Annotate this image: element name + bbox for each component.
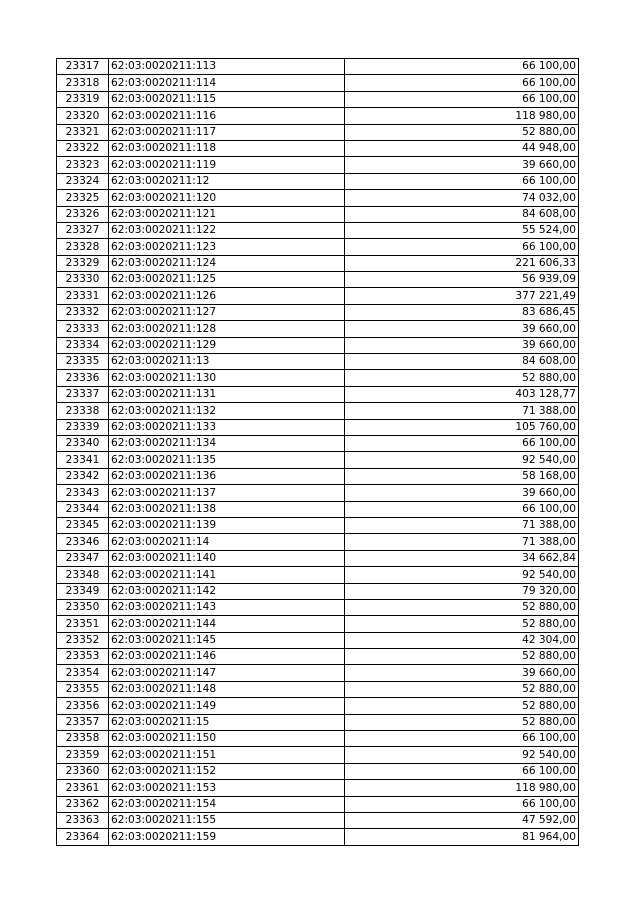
cadastral-number-cell: 62:03:0020211:12 [109, 173, 345, 189]
table-row [57, 796, 579, 812]
row-number-cell: 23326 [57, 206, 109, 222]
table-row [57, 435, 579, 451]
cadastral-value-cell: 403 128,77 [345, 386, 579, 402]
table-row [57, 763, 579, 779]
cadastral-value-cell: 39 660,00 [345, 485, 579, 501]
cadastral-number-cell: 62:03:0020211:137 [109, 485, 345, 501]
row-number-cell: 23345 [57, 517, 109, 533]
row-number-cell: 23320 [57, 108, 109, 124]
table-row [57, 206, 579, 222]
cadastral-value-cell: 66 100,00 [345, 796, 579, 812]
table-row [57, 632, 579, 648]
cadastral-value-cell: 52 880,00 [345, 370, 579, 386]
cadastral-value-cell: 74 032,00 [345, 190, 579, 206]
cadastral-value-cell: 71 388,00 [345, 403, 579, 419]
cadastral-number-cell: 62:03:0020211:155 [109, 812, 345, 828]
table-row [57, 108, 579, 124]
row-number-cell: 23324 [57, 173, 109, 189]
cadastral-value-cell: 66 100,00 [345, 501, 579, 517]
cadastral-number-cell: 62:03:0020211:15 [109, 714, 345, 730]
cadastral-number-cell: 62:03:0020211:144 [109, 616, 345, 632]
table-row [57, 567, 579, 583]
cadastral-number-cell: 62:03:0020211:141 [109, 567, 345, 583]
cadastral-number-cell: 62:03:0020211:132 [109, 403, 345, 419]
row-number-cell: 23351 [57, 616, 109, 632]
table-row [57, 91, 579, 107]
table-row [57, 681, 579, 697]
table-row [57, 239, 579, 255]
table-row [57, 534, 579, 550]
cadastral-value-cell: 66 100,00 [345, 91, 579, 107]
table-row [57, 403, 579, 419]
cadastral-number-cell: 62:03:0020211:114 [109, 75, 345, 91]
cadastral-value-cell: 66 100,00 [345, 173, 579, 189]
row-number-cell: 23333 [57, 321, 109, 337]
table-row [57, 550, 579, 566]
cadastral-value-cell: 39 660,00 [345, 665, 579, 681]
cadastral-number-cell: 62:03:0020211:130 [109, 370, 345, 386]
table-row [57, 157, 579, 173]
table-row [57, 698, 579, 714]
cadastral-value-cell: 52 880,00 [345, 616, 579, 632]
row-number-cell: 23356 [57, 698, 109, 714]
cadastral-number-cell: 62:03:0020211:143 [109, 599, 345, 615]
cadastral-number-cell: 62:03:0020211:14 [109, 534, 345, 550]
row-number-cell: 23353 [57, 649, 109, 665]
table-row [57, 599, 579, 615]
row-number-cell: 23337 [57, 386, 109, 402]
row-number-cell: 23344 [57, 501, 109, 517]
table-row [57, 419, 579, 435]
cadastral-number-cell: 62:03:0020211:138 [109, 501, 345, 517]
table-row [57, 649, 579, 665]
row-number-cell: 23323 [57, 157, 109, 173]
row-number-cell: 23361 [57, 780, 109, 796]
cadastral-value-cell: 55 524,00 [345, 222, 579, 238]
row-number-cell: 23335 [57, 354, 109, 370]
table-row [57, 370, 579, 386]
cadastral-value-cell: 83 686,45 [345, 304, 579, 320]
cadastral-number-cell: 62:03:0020211:140 [109, 550, 345, 566]
cadastral-number-cell: 62:03:0020211:150 [109, 731, 345, 747]
cadastral-number-cell: 62:03:0020211:148 [109, 681, 345, 697]
row-number-cell: 23325 [57, 190, 109, 206]
row-number-cell: 23360 [57, 763, 109, 779]
row-number-cell: 23321 [57, 124, 109, 140]
cadastral-value-cell: 92 540,00 [345, 452, 579, 468]
cadastral-number-cell: 62:03:0020211:115 [109, 91, 345, 107]
table-row [57, 731, 579, 747]
row-number-cell: 23318 [57, 75, 109, 91]
cadastral-value-table [56, 58, 579, 846]
cadastral-value-cell: 52 880,00 [345, 599, 579, 615]
cadastral-number-cell: 62:03:0020211:149 [109, 698, 345, 714]
table-row [57, 665, 579, 681]
cadastral-number-cell: 62:03:0020211:128 [109, 321, 345, 337]
row-number-cell: 23362 [57, 796, 109, 812]
row-number-cell: 23334 [57, 337, 109, 353]
row-number-cell: 23343 [57, 485, 109, 501]
table-row [57, 501, 579, 517]
row-number-cell: 23352 [57, 632, 109, 648]
cadastral-value-cell: 81 964,00 [345, 829, 579, 845]
row-number-cell: 23322 [57, 140, 109, 156]
row-number-cell: 23347 [57, 550, 109, 566]
cadastral-number-cell: 62:03:0020211:146 [109, 649, 345, 665]
cadastral-number-cell: 62:03:0020211:116 [109, 108, 345, 124]
table-row [57, 747, 579, 763]
row-number-cell: 23341 [57, 452, 109, 468]
cadastral-number-cell: 62:03:0020211:117 [109, 124, 345, 140]
cadastral-value-cell: 58 168,00 [345, 468, 579, 484]
row-number-cell: 23328 [57, 239, 109, 255]
cadastral-number-cell: 62:03:0020211:113 [109, 59, 345, 75]
cadastral-value-cell: 56 939,09 [345, 272, 579, 288]
table-row [57, 780, 579, 796]
cadastral-number-cell: 62:03:0020211:122 [109, 222, 345, 238]
table-row [57, 304, 579, 320]
table-row [57, 75, 579, 91]
cadastral-value-cell: 39 660,00 [345, 337, 579, 353]
cadastral-value-cell: 52 880,00 [345, 681, 579, 697]
table-row [57, 616, 579, 632]
cadastral-number-cell: 62:03:0020211:147 [109, 665, 345, 681]
cadastral-number-cell: 62:03:0020211:118 [109, 140, 345, 156]
cadastral-number-cell: 62:03:0020211:121 [109, 206, 345, 222]
cadastral-value-cell: 377 221,49 [345, 288, 579, 304]
cadastral-number-cell: 62:03:0020211:123 [109, 239, 345, 255]
row-number-cell: 23359 [57, 747, 109, 763]
cadastral-value-cell: 84 608,00 [345, 354, 579, 370]
cadastral-number-cell: 62:03:0020211:135 [109, 452, 345, 468]
cadastral-number-cell: 62:03:0020211:152 [109, 763, 345, 779]
row-number-cell: 23350 [57, 599, 109, 615]
table-row [57, 812, 579, 828]
cadastral-value-cell: 66 100,00 [345, 731, 579, 747]
row-number-cell: 23354 [57, 665, 109, 681]
cadastral-number-cell: 62:03:0020211:153 [109, 780, 345, 796]
cadastral-number-cell: 62:03:0020211:145 [109, 632, 345, 648]
cadastral-number-cell: 62:03:0020211:131 [109, 386, 345, 402]
cadastral-value-cell: 84 608,00 [345, 206, 579, 222]
table-row [57, 829, 579, 845]
table-row [57, 386, 579, 402]
table-row [57, 452, 579, 468]
row-number-cell: 23364 [57, 829, 109, 845]
row-number-cell: 23342 [57, 468, 109, 484]
row-number-cell: 23355 [57, 681, 109, 697]
table-row [57, 272, 579, 288]
cadastral-number-cell: 62:03:0020211:13 [109, 354, 345, 370]
cadastral-value-cell: 52 880,00 [345, 698, 579, 714]
cadastral-number-cell: 62:03:0020211:127 [109, 304, 345, 320]
cadastral-value-cell: 42 304,00 [345, 632, 579, 648]
cadastral-number-cell: 62:03:0020211:133 [109, 419, 345, 435]
row-number-cell: 23331 [57, 288, 109, 304]
row-number-cell: 23319 [57, 91, 109, 107]
cadastral-value-cell: 92 540,00 [345, 567, 579, 583]
cadastral-number-cell: 62:03:0020211:125 [109, 272, 345, 288]
cadastral-value-cell: 66 100,00 [345, 763, 579, 779]
cadastral-value-cell: 52 880,00 [345, 714, 579, 730]
table-row [57, 583, 579, 599]
cadastral-number-cell: 62:03:0020211:159 [109, 829, 345, 845]
cadastral-value-cell: 118 980,00 [345, 108, 579, 124]
cadastral-value-cell: 44 948,00 [345, 140, 579, 156]
row-number-cell: 23327 [57, 222, 109, 238]
row-number-cell: 23338 [57, 403, 109, 419]
cadastral-value-cell: 66 100,00 [345, 59, 579, 75]
cadastral-value-cell: 52 880,00 [345, 124, 579, 140]
table-row [57, 59, 579, 75]
cadastral-value-cell: 118 980,00 [345, 780, 579, 796]
cadastral-number-cell: 62:03:0020211:134 [109, 435, 345, 451]
table-row [57, 288, 579, 304]
row-number-cell: 23330 [57, 272, 109, 288]
table-row [57, 517, 579, 533]
cadastral-number-cell: 62:03:0020211:119 [109, 157, 345, 173]
table-row [57, 124, 579, 140]
cadastral-number-cell: 62:03:0020211:129 [109, 337, 345, 353]
cadastral-number-cell: 62:03:0020211:136 [109, 468, 345, 484]
table-row [57, 140, 579, 156]
cadastral-value-cell: 66 100,00 [345, 239, 579, 255]
row-number-cell: 23363 [57, 812, 109, 828]
row-number-cell: 23329 [57, 255, 109, 271]
cadastral-number-cell: 62:03:0020211:139 [109, 517, 345, 533]
row-number-cell: 23346 [57, 534, 109, 550]
cadastral-number-cell: 62:03:0020211:151 [109, 747, 345, 763]
cadastral-number-cell: 62:03:0020211:142 [109, 583, 345, 599]
cadastral-number-cell: 62:03:0020211:120 [109, 190, 345, 206]
cadastral-value-cell: 71 388,00 [345, 534, 579, 550]
table-row [57, 321, 579, 337]
table-row [57, 173, 579, 189]
table-row [57, 468, 579, 484]
cadastral-value-cell: 39 660,00 [345, 321, 579, 337]
cadastral-number-cell: 62:03:0020211:126 [109, 288, 345, 304]
cadastral-value-cell: 47 592,00 [345, 812, 579, 828]
row-number-cell: 23332 [57, 304, 109, 320]
cadastral-value-cell: 221 606,33 [345, 255, 579, 271]
row-number-cell: 23348 [57, 567, 109, 583]
table-row [57, 337, 579, 353]
cadastral-value-cell: 66 100,00 [345, 75, 579, 91]
cadastral-number-cell: 62:03:0020211:124 [109, 255, 345, 271]
cadastral-value-cell: 34 662,84 [345, 550, 579, 566]
cadastral-value-cell: 71 388,00 [345, 517, 579, 533]
cadastral-value-cell: 66 100,00 [345, 435, 579, 451]
row-number-cell: 23339 [57, 419, 109, 435]
row-number-cell: 23317 [57, 59, 109, 75]
table-body [57, 59, 579, 846]
table-row [57, 354, 579, 370]
cadastral-value-cell: 105 760,00 [345, 419, 579, 435]
cadastral-value-cell: 52 880,00 [345, 649, 579, 665]
table-row [57, 190, 579, 206]
row-number-cell: 23358 [57, 731, 109, 747]
cadastral-number-cell: 62:03:0020211:154 [109, 796, 345, 812]
table-row [57, 255, 579, 271]
row-number-cell: 23357 [57, 714, 109, 730]
row-number-cell: 23349 [57, 583, 109, 599]
table-row [57, 222, 579, 238]
row-number-cell: 23336 [57, 370, 109, 386]
cadastral-value-cell: 92 540,00 [345, 747, 579, 763]
cadastral-value-cell: 39 660,00 [345, 157, 579, 173]
table-row [57, 714, 579, 730]
row-number-cell: 23340 [57, 435, 109, 451]
cadastral-value-cell: 79 320,00 [345, 583, 579, 599]
table-row [57, 485, 579, 501]
